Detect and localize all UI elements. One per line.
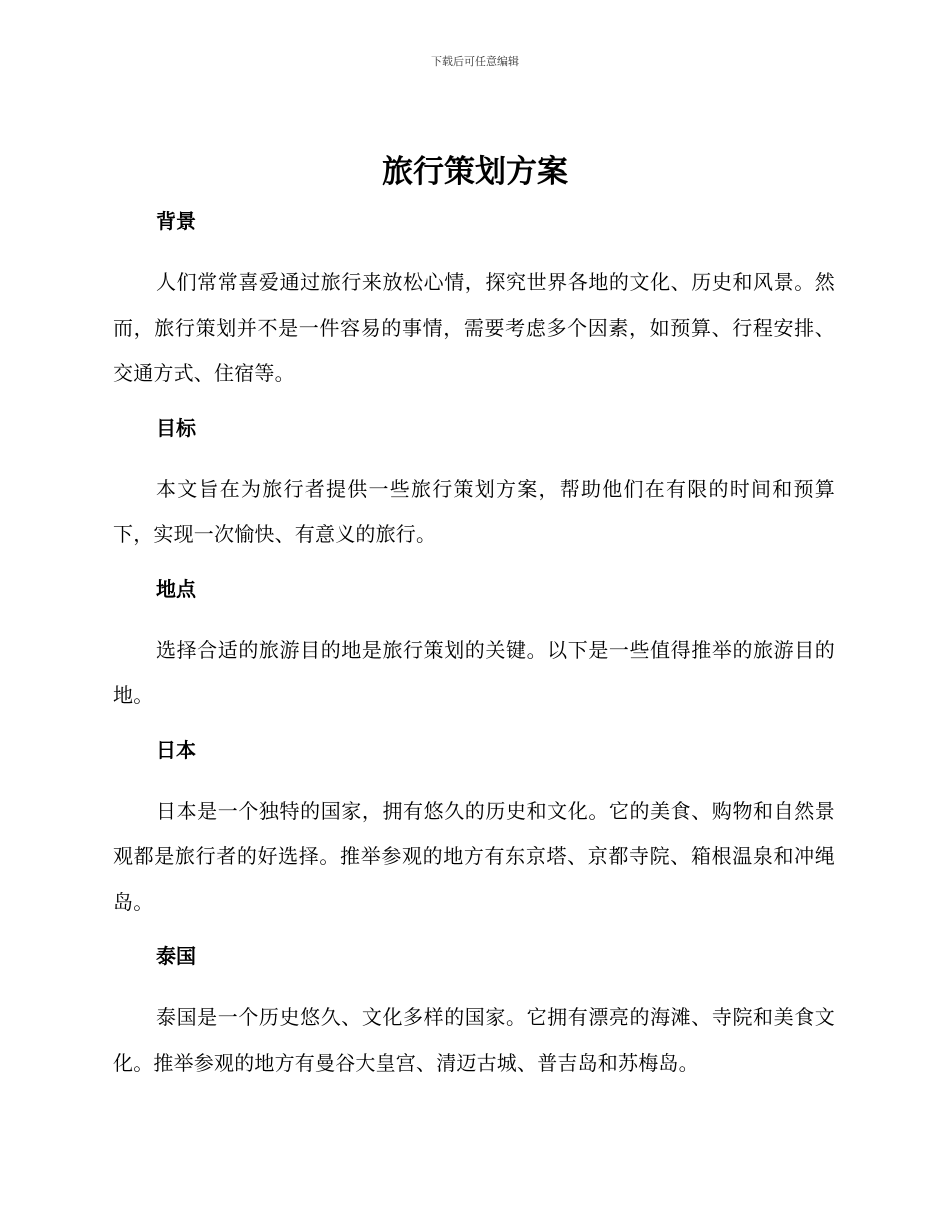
document-body [113, 204, 835, 1086]
section-paragraph-background: 人们常常喜爱通过旅行来放松心情，探究世界各地的文化、历史和风景。然而，旅行策划并不是一件容易的事情，需要考虑多个因素，如预算、行程安排、交通方式、住宿等。 [113, 270, 835, 385]
section-paragraph-japan: 日本是一个独特的国家，拥有悠久的历史和文化。它的美食、购物和自然景观都是旅行者的好选择。推举参观的地方有东京塔、京都寺院、箱根温泉和冲绳岛。 [113, 798, 835, 914]
section-heading-location: 地点 [156, 576, 196, 601]
section-paragraph-goal: 本文旨在为旅行者提供一些旅行策划方案，帮助他们在有限的时间和预算下，实现一次愉快、有意义的旅行。 [113, 476, 835, 546]
header-note: 下载后可任意编辑 [431, 55, 519, 68]
section-paragraph-location: 选择合适的旅游目的地是旅行策划的关键。以下是一些值得推举的旅游目的地。 [113, 637, 835, 707]
section-heading-japan: 日本 [156, 737, 196, 762]
section-paragraph-thailand: 泰国是一个历史悠久、文化多样的国家。它拥有漂亮的海滩、寺院和美食文化。推举参观的地方有曼谷大皇宫、清迈古城、普吉岛和苏梅岛。 [113, 1005, 835, 1075]
section-heading-goal: 目标 [156, 415, 196, 440]
section-heading-thailand: 泰国 [156, 944, 196, 968]
section-heading-background: 背景 [156, 209, 196, 233]
document-title: 旅行策划方案 [382, 154, 568, 190]
